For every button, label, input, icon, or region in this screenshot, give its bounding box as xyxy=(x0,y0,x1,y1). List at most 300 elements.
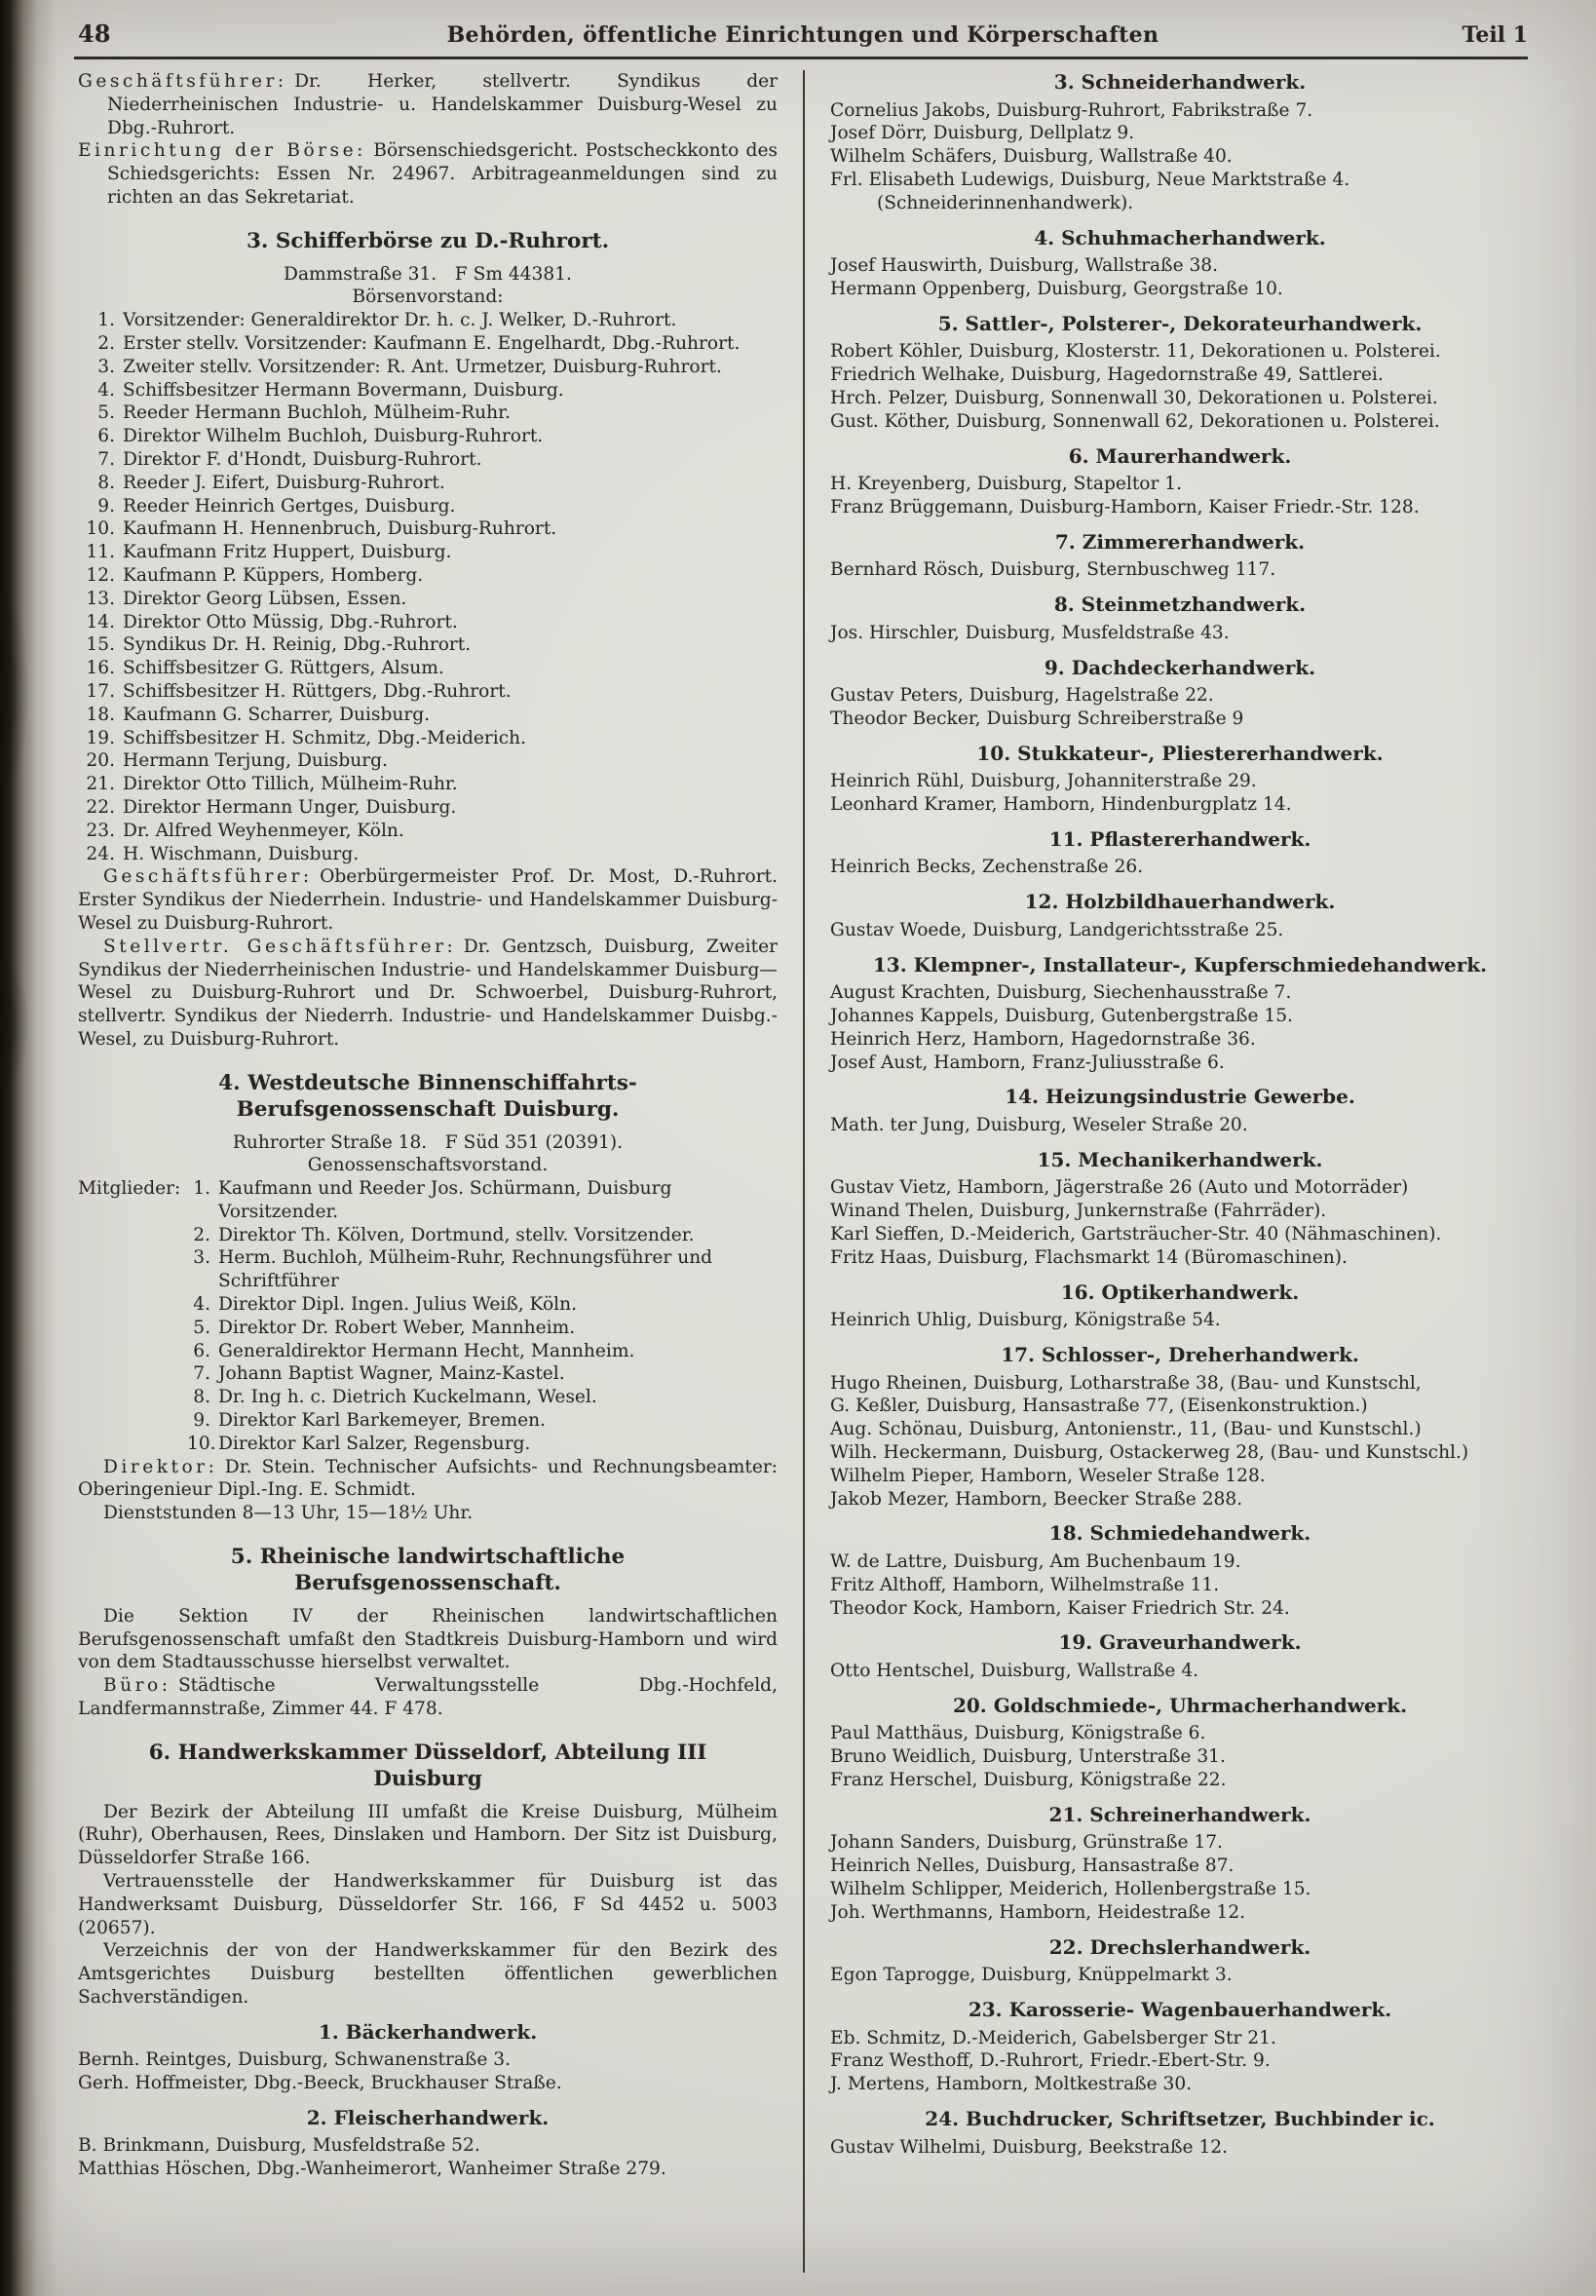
entry-line xyxy=(830,254,1530,278)
entry-text: Aug. Schönau, Duisburg, Antonienstr., 11, (Bau- und Kunstschl.) xyxy=(830,1419,1422,1440)
trade-heading-text: 1. Bäckerhandwerk. xyxy=(318,2019,538,2044)
entry-line xyxy=(830,278,1530,301)
entry-continuation xyxy=(830,192,1530,215)
list-item-number: 23. xyxy=(86,820,115,841)
list-item-number: 21. xyxy=(86,774,115,795)
entry-text: Bruno Weidlich, Duisburg, Unterstraße 31. xyxy=(830,1746,1226,1768)
list-item-text: Kaufmann H. Hennenbruch, Duisburg-Ruhrort. xyxy=(123,518,557,540)
paragraph xyxy=(78,1870,778,1939)
entry-line xyxy=(78,2072,778,2095)
paragraph-label: Einrichtung der Börse: xyxy=(78,140,366,162)
entry-line xyxy=(830,1901,1530,1925)
list-item-number: 7. xyxy=(97,449,115,471)
member-item xyxy=(187,1317,778,1340)
entry-line xyxy=(830,1597,1530,1621)
entry-line xyxy=(830,145,1530,169)
entry-text: Cornelius Jakobs, Duisburg-Ruhrort, Fabrikstraße 7. xyxy=(830,99,1313,121)
section-heading xyxy=(107,229,748,255)
section-heading-text: 3. Schifferbörse zu D.-Ruhrort. xyxy=(246,228,610,253)
paragraph-text: Städtische Verwaltungsstelle Dbg.-Hochfeld, Landfermannstraße, Zimmer 44. F 478. xyxy=(78,1675,778,1719)
entry-line xyxy=(830,1855,1530,1878)
entry-text: Leonhard Kramer, Hamborn, Hindenburgplatz 14. xyxy=(830,794,1292,816)
centered-line xyxy=(78,1131,778,1155)
member-number: 1. xyxy=(193,1178,210,1200)
list-item-text: Schiffsbesitzer H. Schmitz, Dbg.-Meiderich. xyxy=(123,727,527,748)
entry-line xyxy=(830,770,1530,793)
entry-text: Fritz Haas, Duisburg, Flachsmarkt 14 (Büromaschinen). xyxy=(830,1246,1348,1268)
list-item-text: Vorsitzender: Generaldirektor Dr. h. c. J. Welker, D.-Ruhrort. xyxy=(123,310,677,331)
trade-heading-text: 19. Graveurhandwerk. xyxy=(1058,1630,1302,1655)
trade-heading-text: 13. Klempner-, Installateur-, Kupferschmiedehandwerk. xyxy=(872,952,1488,976)
list-item-text: Direktor Otto Müssig, Dbg.-Ruhrort. xyxy=(123,611,458,632)
entry-text: Heinrich Nelles, Duisburg, Hansastraße 87. xyxy=(830,1856,1235,1877)
entry-line xyxy=(830,1550,1530,1574)
left-column xyxy=(78,70,803,2273)
entry-line xyxy=(78,2134,778,2158)
trade-heading xyxy=(830,1998,1530,2023)
paragraph-label: Direktor: xyxy=(103,1456,218,1477)
entry-line xyxy=(830,1176,1530,1200)
list-item-number: 19. xyxy=(86,727,115,748)
list-item xyxy=(78,332,778,356)
entry-text: Hrch. Pelzer, Duisburg, Sonnenwall 30, Dekorationen u. Polsterei. xyxy=(830,387,1438,408)
trade-heading xyxy=(830,827,1530,853)
list-item-number: 15. xyxy=(86,634,115,656)
entry-text: Hugo Rheinen, Duisburg, Lotharstraße 38, (Bau- und Kunstschl, xyxy=(830,1372,1422,1394)
scan-smudge xyxy=(0,955,29,1091)
list-item-text: Direktor Georg Lübsen, Essen. xyxy=(123,588,407,609)
entry-text: Gustav Woede, Duisburg, Landgerichtsstraße 25. xyxy=(830,919,1284,940)
entry-line xyxy=(830,1964,1530,1987)
member-number: 2. xyxy=(193,1224,210,1245)
member-text: Direktor Dr. Robert Weber, Mannheim. xyxy=(218,1317,576,1338)
trade-heading-text: 14. Heizungsindustrie Gewerbe. xyxy=(1005,1085,1355,1109)
entry-line xyxy=(830,2049,1530,2073)
entry-text: Heinrich Uhlig, Duisburg, Königstraße 54. xyxy=(830,1310,1221,1331)
list-item-text: Direktor F. d'Hondt, Duisburg-Ruhrort. xyxy=(123,449,482,471)
paragraph-text: Die Sektion IV der Rheinischen landwirtschaftlichen Berufsgenossenschaft umfaßt den Stadtkreis Duisburg-Hamborn und wird von dem Stadtausschusse hierselbst verwaltet. xyxy=(78,1605,778,1673)
entry-line xyxy=(830,1309,1530,1332)
entry-line xyxy=(830,364,1530,387)
entry-text: Josef Hauswirth, Duisburg, Wallstraße 38. xyxy=(830,255,1219,277)
list-item-text: H. Wischmann, Duisburg. xyxy=(123,843,360,864)
trade-heading-text: 6. Maurerhandwerk. xyxy=(1068,443,1292,468)
entry-line xyxy=(830,1878,1530,1901)
paragraph-text: Dr. Stein. Technischer Aufsichts- und Rechnungsbeamter: Oberingenieur Dipl.-Ing. E. Schmidt. xyxy=(78,1456,778,1501)
list-item xyxy=(78,749,778,773)
entry-line xyxy=(830,708,1530,731)
entry-text: Wilhelm Schlipper, Meiderich, Hollenbergstraße 15. xyxy=(830,1878,1311,1899)
trade-heading xyxy=(830,1694,1530,1719)
centered-line xyxy=(78,1154,778,1177)
member-text: Herm. Buchloh, Mülheim-Ruhr, Rechnungsführer und Schriftführer xyxy=(218,1247,713,1292)
trade-heading xyxy=(830,742,1530,767)
list-item-number: 5. xyxy=(97,402,115,424)
entry-text: Gerh. Hoffmeister, Dbg.-Beeck, Bruckhauser Straße. xyxy=(78,2073,562,2094)
member-item xyxy=(187,1177,778,1224)
paragraph-text: Verzeichnis der von der Handwerkskammer für den Bezirk des Amtsgerichtes Duisburg bestellten öffentlichen gewerblichen Sachverständigen. xyxy=(78,1940,778,2008)
entry-text: Wilhelm Pieper, Hamborn, Weseler Straße 128. xyxy=(830,1465,1266,1486)
list-item xyxy=(78,541,778,564)
list-item xyxy=(78,843,778,866)
trade-heading-text: 11. Pflastererhandwerk. xyxy=(1048,826,1311,851)
page-title: Behörden, öffentliche Einrichtungen und Körperschaften xyxy=(446,22,1159,48)
entry-text: Bernhard Rösch, Duisburg, Sternbuschweg 117. xyxy=(830,559,1276,581)
entry-text: (Schneiderinnenhandwerk). xyxy=(877,192,1134,213)
member-text: Kaufmann und Reeder Jos. Schürmann, Duisburg Vorsitzender. xyxy=(218,1178,672,1222)
page-header xyxy=(78,19,1528,48)
list-item xyxy=(78,402,778,425)
entry-text: Fritz Althoff, Hamborn, Wilhelmstraße 11. xyxy=(830,1574,1220,1595)
member-item xyxy=(187,1246,778,1293)
list-item-number: 22. xyxy=(86,796,115,818)
member-text: Johann Baptist Wagner, Mainz-Kastel. xyxy=(218,1363,565,1385)
entry-text: Johann Sanders, Duisburg, Grünstraße 17. xyxy=(830,1832,1223,1854)
entry-line xyxy=(830,1769,1530,1792)
centered-line-text: Dammstraße 31. F Sm 44381. xyxy=(284,263,572,285)
entry-text: Gustav Wilhelmi, Duisburg, Beekstraße 12. xyxy=(830,2136,1229,2158)
entry-line xyxy=(830,919,1530,942)
list-item xyxy=(78,796,778,820)
paragraph-text: Dienststunden 8—13 Uhr, 15—18½ Uhr. xyxy=(103,1503,474,1524)
paragraph xyxy=(78,70,778,139)
trade-heading-text: 9. Dachdeckerhandwerk. xyxy=(1044,655,1316,679)
section-heading-text: 4. Westdeutsche Binnenschiffahrts-Berufsgenossenschaft Duisburg. xyxy=(218,1070,637,1122)
trade-heading-text: 4. Schuhmacherhandwerk. xyxy=(1034,225,1326,249)
right-column xyxy=(805,70,1530,2273)
member-number: 9. xyxy=(193,1410,210,1432)
section-heading xyxy=(107,1741,748,1793)
member-text: Direktor Dipl. Ingen. Julius Weiß, Köln. xyxy=(218,1294,577,1316)
entry-text: Jos. Hirschler, Duisburg, Musfeldstraße 43. xyxy=(830,622,1230,643)
trade-heading-text: 3. Schneiderhandwerk. xyxy=(1053,70,1307,94)
entry-text: J. Mertens, Hamborn, Moltkestraße 30. xyxy=(830,2074,1193,2095)
entry-text: Hermann Oppenberg, Duisburg, Georgstraße 10. xyxy=(830,278,1283,299)
entry-line xyxy=(78,2158,778,2181)
list-item-text: Kaufmann P. Küppers, Homberg. xyxy=(123,565,424,587)
entry-text: Johannes Kappels, Duisburg, Gutenbergstraße 15. xyxy=(830,1006,1293,1027)
entry-text: Joh. Werthmanns, Hamborn, Heidestraße 12. xyxy=(830,1901,1246,1923)
entry-line xyxy=(830,1488,1530,1512)
member-item xyxy=(187,1224,778,1247)
list-item-text: Hermann Terjung, Duisburg. xyxy=(123,750,388,772)
member-text: Dr. Ing h. c. Dietrich Kuckelmann, Wesel. xyxy=(218,1387,597,1408)
entry-text: B. Brinkmann, Duisburg, Musfeldstraße 52. xyxy=(78,2135,480,2157)
member-item xyxy=(187,1386,778,1409)
list-item xyxy=(78,564,778,588)
paragraph xyxy=(78,1939,778,2009)
list-item-text: Kaufmann Fritz Huppert, Duisburg. xyxy=(123,542,452,563)
entry-text: H. Kreyenberg, Duisburg, Stapeltor 1. xyxy=(830,474,1183,495)
list-item xyxy=(78,727,778,750)
list-item xyxy=(78,356,778,379)
entry-line xyxy=(830,793,1530,817)
list-item-text: Erster stellv. Vorsitzender: Kaufmann E. Engelhardt, Dbg.-Ruhrort. xyxy=(123,333,741,355)
entry-line xyxy=(830,2136,1530,2160)
trade-heading xyxy=(830,593,1530,618)
member-number: 10. xyxy=(187,1433,216,1454)
entry-line xyxy=(830,2073,1530,2096)
member-item xyxy=(187,1433,778,1456)
member-number: 5. xyxy=(193,1317,210,1338)
list-item-text: Reeder Heinrich Gertges, Duisburg. xyxy=(123,495,456,517)
trade-heading-text: 22. Drechslerhandwerk. xyxy=(1048,1934,1311,1959)
list-item xyxy=(78,495,778,518)
paragraph xyxy=(78,1502,778,1525)
trade-heading xyxy=(78,2020,778,2046)
entry-text: W. de Lattre, Duisburg, Am Buchenbaum 19. xyxy=(830,1550,1241,1572)
trade-heading xyxy=(830,2107,1530,2132)
trade-heading xyxy=(78,2106,778,2131)
entry-text: Jakob Mezer, Hamborn, Beecker Straße 288. xyxy=(830,1488,1243,1510)
list-item-number: 10. xyxy=(86,518,115,540)
list-item-number: 1. xyxy=(97,310,115,331)
entry-line xyxy=(830,856,1530,879)
entry-line xyxy=(830,1114,1530,1137)
entry-line xyxy=(830,473,1530,496)
members-list xyxy=(187,1177,778,1456)
trade-heading xyxy=(830,1085,1530,1110)
trade-heading-text: 7. Zimmererhandwerk. xyxy=(1054,529,1306,554)
paragraph-label: Stellvertr. Geschäftsführer: xyxy=(103,936,457,957)
list-item xyxy=(78,425,778,448)
paragraph xyxy=(78,865,778,935)
list-item-number: 16. xyxy=(86,658,115,679)
trade-heading xyxy=(830,953,1530,978)
header-rule xyxy=(74,57,1528,59)
list-item-number: 11. xyxy=(86,542,115,563)
entry-line xyxy=(830,1223,1530,1246)
entry-line xyxy=(830,387,1530,410)
trade-heading xyxy=(830,1630,1530,1656)
entry-text: Gust. Köther, Duisburg, Sonnenwall 62, Dekorationen u. Polsterei. xyxy=(830,410,1440,432)
entry-line xyxy=(830,340,1530,364)
section-heading xyxy=(107,1071,748,1124)
paragraph-label: Büro: xyxy=(103,1675,171,1697)
list-item-number: 4. xyxy=(97,379,115,401)
member-number: 3. xyxy=(193,1247,210,1269)
member-text: Generaldirektor Hermann Hecht, Mannheim. xyxy=(218,1340,635,1361)
trade-heading-text: 12. Holzbildhauerhandwerk. xyxy=(1024,890,1336,914)
paragraph-text: Der Bezirk der Abteilung III umfaßt die Kreise Duisburg, Mülheim (Ruhr), Oberhausen, Rees, Dinslaken und Hamborn. Der Sitz ist Duisburg, Düsseldorfer Straße 166. xyxy=(78,1801,778,1869)
list-item xyxy=(78,588,778,611)
entry-line xyxy=(830,981,1530,1005)
list-item-text: Direktor Otto Tillich, Mülheim-Ruhr. xyxy=(123,774,458,795)
page-content xyxy=(78,70,1530,2273)
entry-text: Franz Herschel, Duisburg, Königstraße 22. xyxy=(830,1769,1227,1790)
trade-heading xyxy=(830,1343,1530,1368)
entry-line xyxy=(830,1200,1530,1223)
centered-line xyxy=(78,263,778,287)
paragraph-text: Vertrauensstelle der Handwerkskammer für Duisburg ist das Handwerksamt Duisburg, Düsseldorfer Str. 166, F Sd 4452 u. 5003 (20657). xyxy=(78,1870,778,1938)
trade-heading-text: 15. Mechanikerhandwerk. xyxy=(1037,1147,1323,1171)
entry-text: Wilh. Heckermann, Duisburg, Ostackerweg 28, (Bau- und Kunstschl.) xyxy=(830,1442,1469,1463)
paragraph xyxy=(78,1674,778,1721)
entry-line xyxy=(830,1745,1530,1769)
paragraph-label: Geschäftsführer: xyxy=(103,866,313,888)
member-number: 4. xyxy=(193,1294,210,1316)
entry-text: Eb. Schmitz, D.-Meiderich, Gabelsberger Str 21. xyxy=(830,2027,1276,2048)
list-item xyxy=(78,820,778,843)
centered-line xyxy=(78,286,778,309)
centered-line-text: Genossenschaftsvorstand. xyxy=(307,1155,549,1176)
list-item-text: Reeder Hermann Buchloh, Mülheim-Ruhr. xyxy=(123,402,511,424)
list-item-number: 3. xyxy=(97,356,115,377)
list-item xyxy=(78,309,778,332)
list-item-number: 2. xyxy=(97,333,115,355)
entry-line xyxy=(830,169,1530,192)
list-item xyxy=(78,448,778,472)
trade-heading-text: 20. Goldschmiede-, Uhrmacherhandwerk. xyxy=(952,1693,1408,1717)
section-heading-text: 5. Rheinische landwirtschaftliche Berufsgenossenschaft. xyxy=(230,1545,626,1595)
trade-heading xyxy=(830,1521,1530,1547)
entry-text: Karl Sieffen, D.-Meiderich, Gartsträucher-Str. 40 (Nähmaschinen). xyxy=(830,1224,1442,1245)
entry-text: Egon Taprogge, Duisburg, Knüppelmarkt 3. xyxy=(830,1965,1233,1986)
entry-line xyxy=(78,2048,778,2072)
list-item-number: 24. xyxy=(86,843,115,864)
entry-line xyxy=(830,496,1530,519)
entry-line xyxy=(830,684,1530,708)
centered-line-text: Börsenvorstand: xyxy=(352,287,504,308)
entry-text: Heinrich Becks, Zechenstraße 26. xyxy=(830,857,1144,878)
trade-heading-text: 16. Optikerhandwerk. xyxy=(1060,1280,1300,1304)
paragraph xyxy=(78,1456,778,1503)
entry-text: Theodor Becker, Duisburg Schreiberstraße 9 xyxy=(830,708,1244,729)
entry-line xyxy=(830,1028,1530,1052)
entry-line xyxy=(830,99,1530,123)
entry-line xyxy=(830,1831,1530,1855)
book-binding-shadow xyxy=(0,0,57,2296)
members-label-text: Mitglieder: xyxy=(78,1178,181,1200)
entry-text: Friedrich Welhake, Duisburg, Hagedornstraße 49, Sattlerei. xyxy=(830,364,1384,386)
trade-heading xyxy=(830,1935,1530,1961)
member-item xyxy=(187,1340,778,1363)
list-item-number: 6. xyxy=(97,426,115,447)
entry-line xyxy=(830,1052,1530,1075)
list-item-text: Schiffsbesitzer G. Rüttgers, Alsum. xyxy=(123,658,444,679)
scan-smudge xyxy=(0,585,29,799)
entry-line xyxy=(830,1441,1530,1465)
entry-line xyxy=(830,1246,1530,1270)
member-number: 7. xyxy=(193,1363,210,1385)
trade-heading xyxy=(830,226,1530,251)
entry-line xyxy=(830,1465,1530,1488)
entry-text: Gustav Peters, Duisburg, Hagelstraße 22. xyxy=(830,685,1214,707)
trade-heading-text: 24. Buchdrucker, Schriftsetzer, Buchbinder ic. xyxy=(925,2106,1435,2130)
entry-text: Matthias Höschen, Dbg.-Wanheimerort, Wanheimer Straße 279. xyxy=(78,2159,666,2180)
entry-text: Otto Hentschel, Duisburg, Wallstraße 4. xyxy=(830,1660,1199,1681)
entry-text: Josef Aust, Hamborn, Franz-Juliusstraße 6. xyxy=(830,1052,1225,1073)
trade-heading-text: 21. Schreinerhandwerk. xyxy=(1048,1802,1311,1826)
entry-line xyxy=(830,558,1530,582)
entry-text: Franz Westhoff, D.-Ruhrort, Friedr.-Ebert-Str. 9. xyxy=(830,2050,1271,2072)
entry-text: Theodor Kock, Hamborn, Kaiser Friedrich Str. 24. xyxy=(830,1597,1290,1619)
entry-line xyxy=(830,2027,1530,2050)
list-item-number: 9. xyxy=(97,495,115,517)
paragraph-text: Börsenschiedsgericht. Postscheckkonto des Schiedsgerichts: Essen Nr. 24967. Arbitrageanmeldungen sind zu richten an das Sekretariat. xyxy=(107,140,778,208)
entry-line xyxy=(830,1372,1530,1396)
entry-line xyxy=(830,622,1530,645)
entry-text: G. Keßler, Duisburg, Hansastraße 77, (Eisenkonstruktion.) xyxy=(830,1396,1368,1417)
list-item-number: 17. xyxy=(86,681,115,702)
entry-line xyxy=(830,1395,1530,1418)
entry-text: Frl. Elisabeth Ludewigs, Duisburg, Neue Marktstraße 4. xyxy=(830,169,1350,190)
entry-line xyxy=(830,1660,1530,1683)
entry-text: Paul Matthäus, Duisburg, Königstraße 6. xyxy=(830,1723,1206,1744)
list-item-text: Kaufmann G. Scharrer, Duisburg. xyxy=(123,704,431,725)
entry-line xyxy=(830,1418,1530,1441)
trade-heading-text: 17. Schlosser-, Dreherhandwerk. xyxy=(1001,1343,1359,1367)
member-item xyxy=(187,1409,778,1433)
page-part-label: Teil 1 xyxy=(1462,22,1528,48)
list-item-text: Schiffsbesitzer Hermann Bovermann, Duisburg. xyxy=(123,379,564,401)
trade-heading xyxy=(830,1281,1530,1306)
entry-text: Bernh. Reintges, Duisburg, Schwanenstraße 3. xyxy=(78,2049,511,2071)
list-item xyxy=(78,517,778,541)
list-item-text: Direktor Hermann Unger, Duisburg. xyxy=(123,796,457,818)
trade-heading xyxy=(830,890,1530,915)
list-item-text: Direktor Wilhelm Buchloh, Duisburg-Ruhrort. xyxy=(123,426,544,447)
member-number: 6. xyxy=(193,1340,210,1361)
trade-heading xyxy=(830,70,1530,96)
paragraph-text: Oberbürgermeister Prof. Dr. Most, D.-Ruhrort. Erster Syndikus der Niederrhein. Industrie- und Handelskammer Duisburg-Wesel zu Duisburg-Ruhrort. xyxy=(78,866,778,934)
trade-heading-text: 8. Steinmetzhandwerk. xyxy=(1053,593,1307,617)
members-block xyxy=(78,1177,778,1456)
entry-text: Franz Brüggemann, Duisburg-Hamborn, Kaiser Friedr.-Str. 128. xyxy=(830,496,1420,517)
paragraph-label: Geschäftsführer: xyxy=(78,71,287,92)
member-text: Direktor Karl Salzer, Regensburg. xyxy=(218,1433,531,1454)
entry-text: Josef Dörr, Duisburg, Dellplatz 9. xyxy=(830,123,1135,144)
entry-text: Math. ter Jung, Duisburg, Weseler Straße 20. xyxy=(830,1115,1248,1136)
centered-line-text: Ruhrorter Straße 18. F Süd 351 (20391). xyxy=(232,1131,624,1153)
entry-text: Robert Köhler, Duisburg, Klosterstr. 11, Dekorationen u. Polsterei. xyxy=(830,341,1441,363)
trade-heading-text: 18. Schmiedehandwerk. xyxy=(1048,1521,1311,1546)
list-item-number: 13. xyxy=(86,588,115,609)
paragraph xyxy=(78,1801,778,1870)
trade-heading xyxy=(830,530,1530,555)
list-item-text: Dr. Alfred Weyhenmeyer, Köln. xyxy=(123,820,404,841)
list-item xyxy=(78,680,778,704)
trade-heading xyxy=(830,444,1530,470)
entry-text: Wilhelm Schäfers, Duisburg, Wallstraße 40. xyxy=(830,146,1233,168)
trade-heading-text: 10. Stukkateur-, Pliestererhandwerk. xyxy=(976,741,1384,765)
list-item-number: 14. xyxy=(86,611,115,632)
list-item-text: Reeder J. Eifert, Duisburg-Ruhrort. xyxy=(123,472,445,493)
entry-text: Gustav Vietz, Hamborn, Jägerstraße 26 (Auto und Motorräder) xyxy=(830,1177,1409,1199)
entry-line xyxy=(830,1574,1530,1597)
entry-line xyxy=(830,410,1530,434)
trade-heading xyxy=(830,1148,1530,1173)
member-item xyxy=(187,1362,778,1386)
list-item xyxy=(78,472,778,495)
list-item-text: Zweiter stellv. Vorsitzender: R. Ant. Urmetzer, Duisburg-Ruhrort. xyxy=(123,356,722,377)
list-item xyxy=(78,657,778,680)
members-label xyxy=(78,1177,187,1456)
trade-heading-text: 2. Fleischerhandwerk. xyxy=(306,2105,550,2129)
entry-line xyxy=(830,122,1530,145)
trade-heading-text: 23. Karosserie- Wagenbauerhandwerk. xyxy=(968,1997,1392,2021)
paragraph xyxy=(78,139,778,209)
list-item xyxy=(78,379,778,402)
list-item xyxy=(78,633,778,657)
list-item xyxy=(78,773,778,796)
list-item xyxy=(78,611,778,634)
list-item-number: 8. xyxy=(97,472,115,493)
member-text: Direktor Karl Barkemeyer, Bremen. xyxy=(218,1410,546,1432)
entry-text: Heinrich Herz, Hamborn, Hagedornstraße 36. xyxy=(830,1028,1256,1050)
entry-text: Heinrich Rühl, Duisburg, Johanniterstraße 29. xyxy=(830,771,1257,792)
trade-heading xyxy=(830,1803,1530,1828)
